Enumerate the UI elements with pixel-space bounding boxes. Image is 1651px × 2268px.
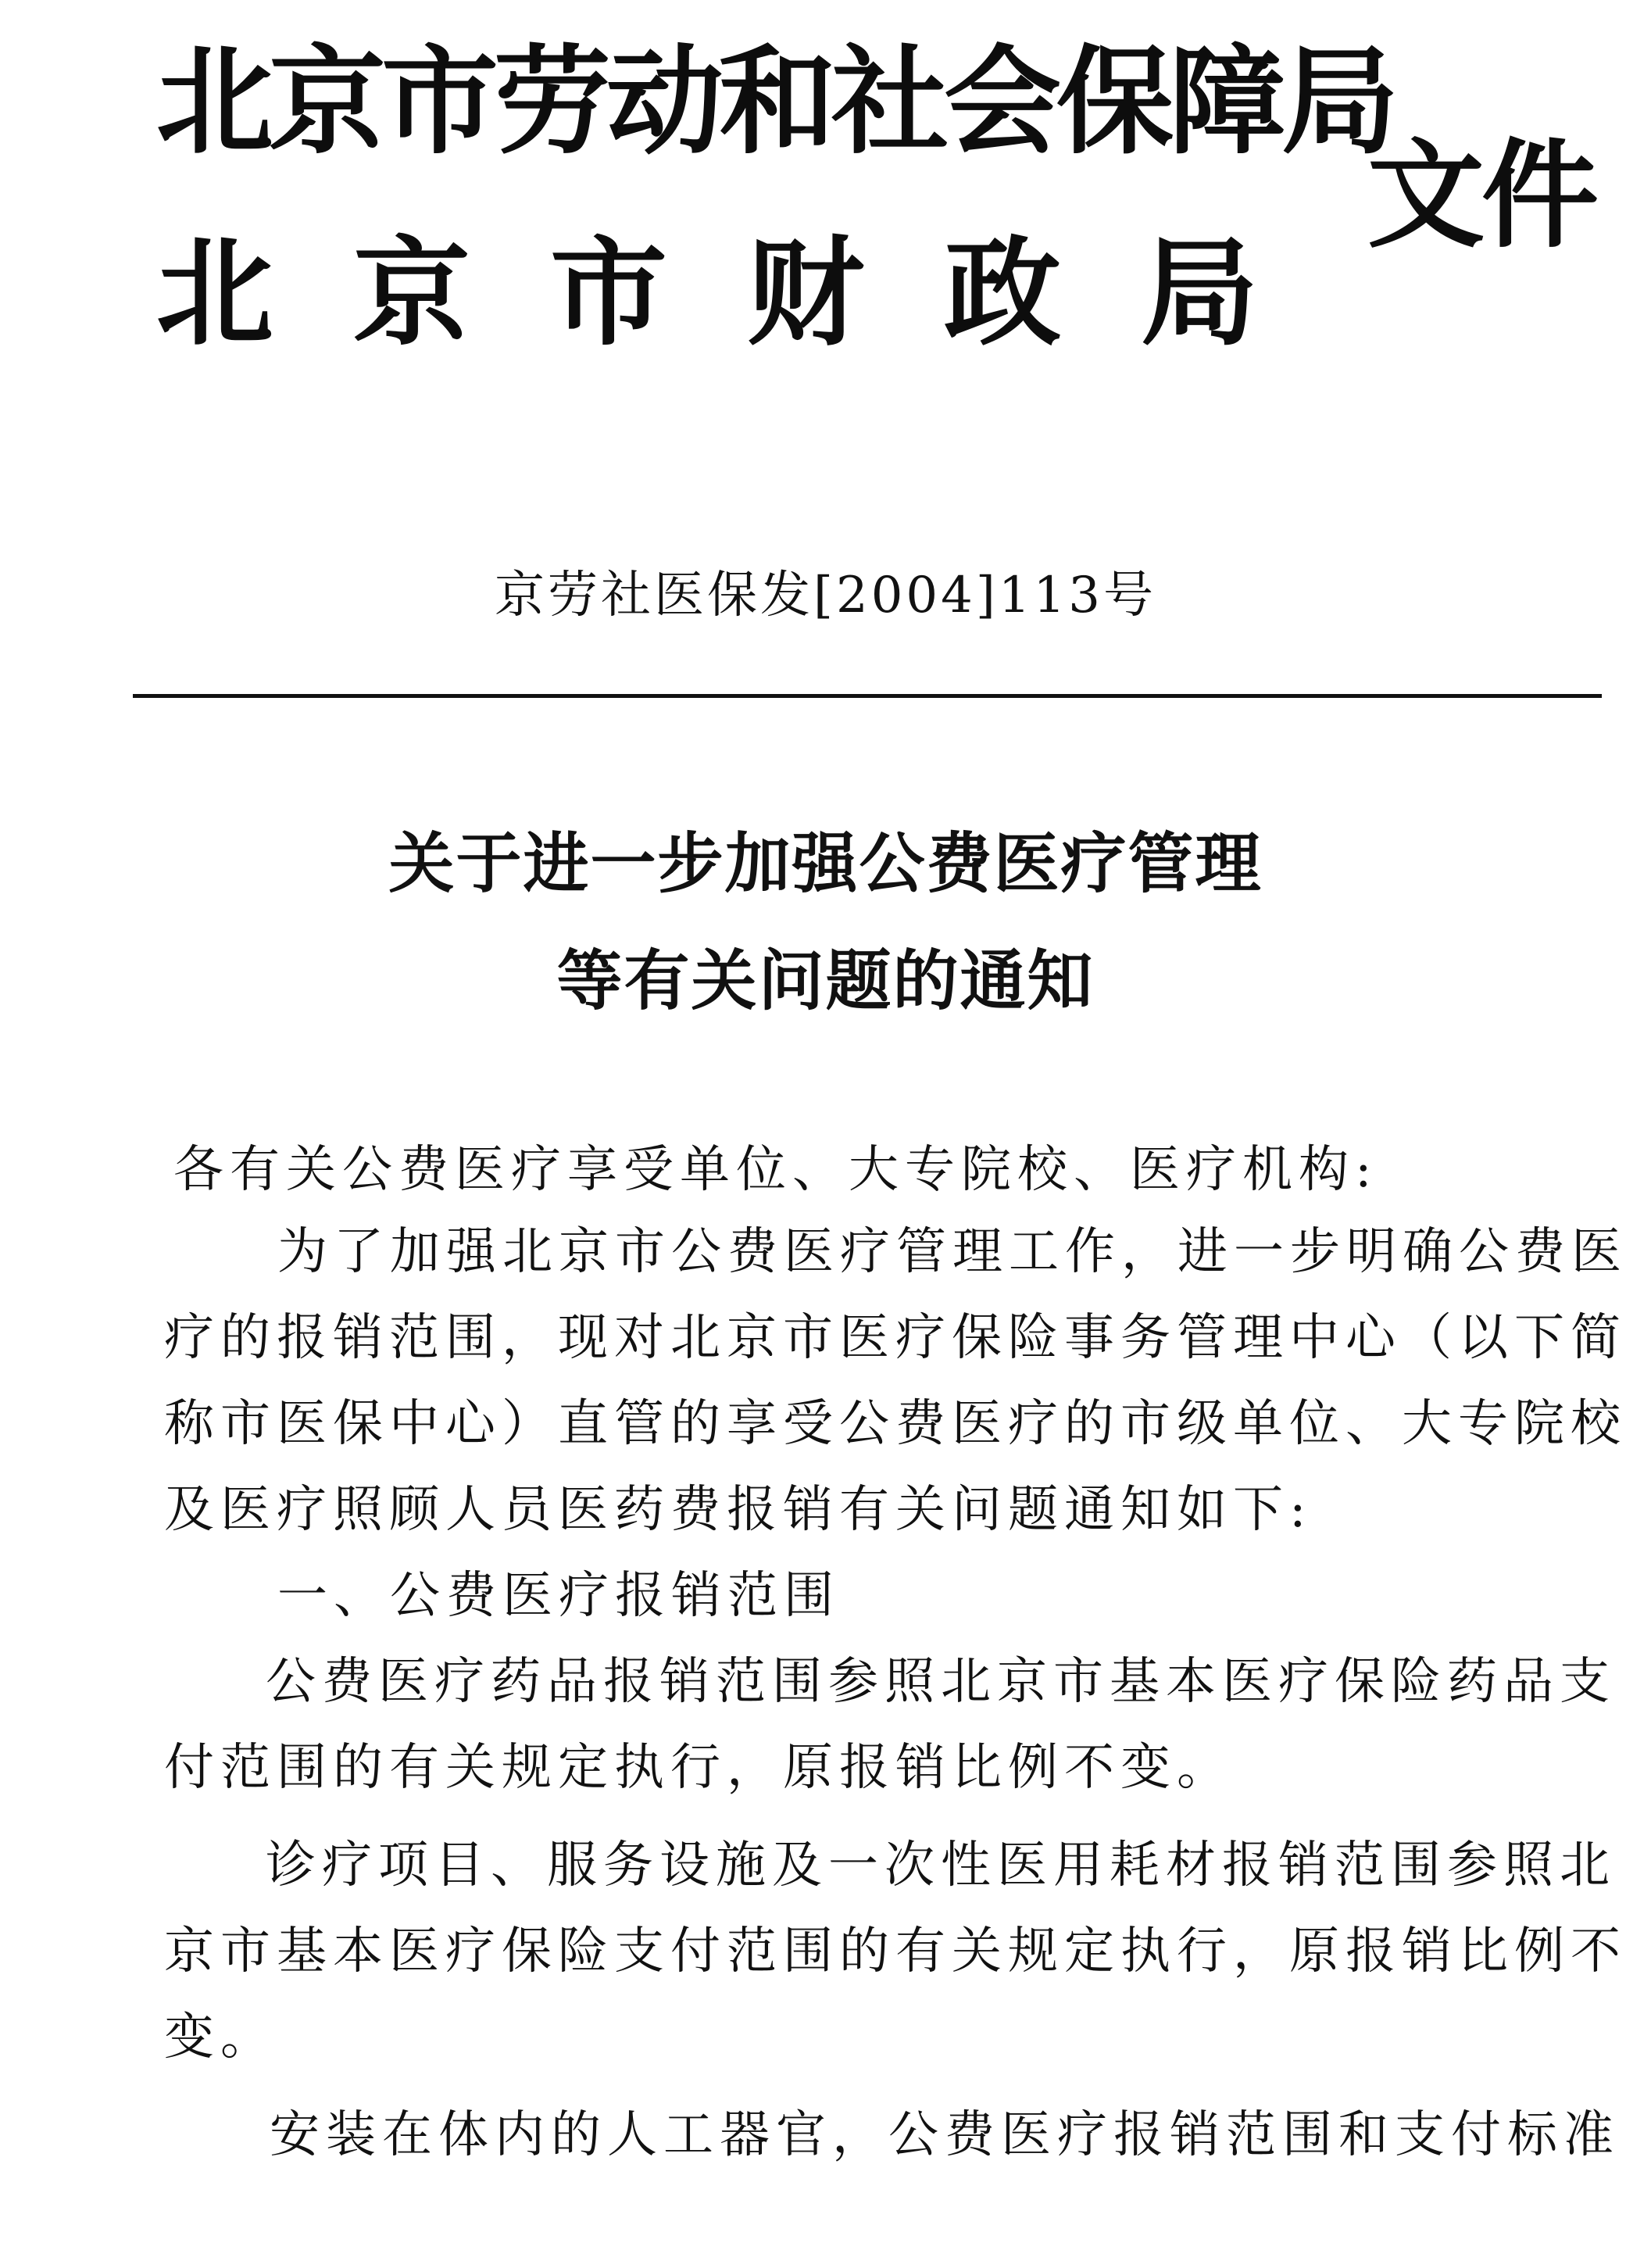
document-number: 京劳社医保发[2004]113号 <box>495 567 1156 624</box>
drug-line-2: 付范围的有关规定执行，原报销比例不变。 <box>164 1739 1233 1797</box>
treatment-line-3: 变。 <box>164 2009 277 2066</box>
drug-line-1: 公费医疗药品报销范围参照北京市基本医疗保险药品支 <box>266 1653 1616 1711</box>
treatment-line-1: 诊疗项目、服务设施及一次性医用耗材报销范围参照北 <box>266 1837 1616 1894</box>
issuer-finance-bureau: 北京市财政局 <box>156 224 1338 362</box>
intro-line-2: 疗的报销范围，现对北京市医疗保险事务管理中心（以下简 <box>164 1309 1627 1367</box>
addressee: 各有关公费医疗享受单位、大专院校、医疗机构: <box>173 1141 1378 1199</box>
letterhead-divider <box>133 694 1602 698</box>
section-1-heading: 一、公费医疗报销范围 <box>277 1567 840 1625</box>
letterhead <box>0 0 1651 391</box>
intro-line-1: 为了加强北京市公费医疗管理工作，进一步明确公费医 <box>277 1223 1628 1281</box>
issuer-labor-bureau: 北京市劳动和社会保障局 <box>156 33 1395 170</box>
document-title-line-1: 关于进一步加强公费医疗管理 <box>388 825 1263 902</box>
document-title-line-2: 等有关问题的通知 <box>556 943 1095 1019</box>
intro-line-3: 称市医保中心）直管的享受公费医疗的市级单位、大专院校 <box>164 1395 1627 1453</box>
intro-line-4: 及医疗照顾人员医药费报销有关问题通知如下: <box>164 1481 1313 1539</box>
document-type-label: 文件 <box>1367 127 1596 264</box>
implant-line-1: 安装在体内的人工器官，公费医疗报销范围和支付标准 <box>270 2106 1620 2164</box>
treatment-line-2: 京市基本医疗保险支付范围的有关规定执行，原报销比例不 <box>164 1923 1627 1980</box>
